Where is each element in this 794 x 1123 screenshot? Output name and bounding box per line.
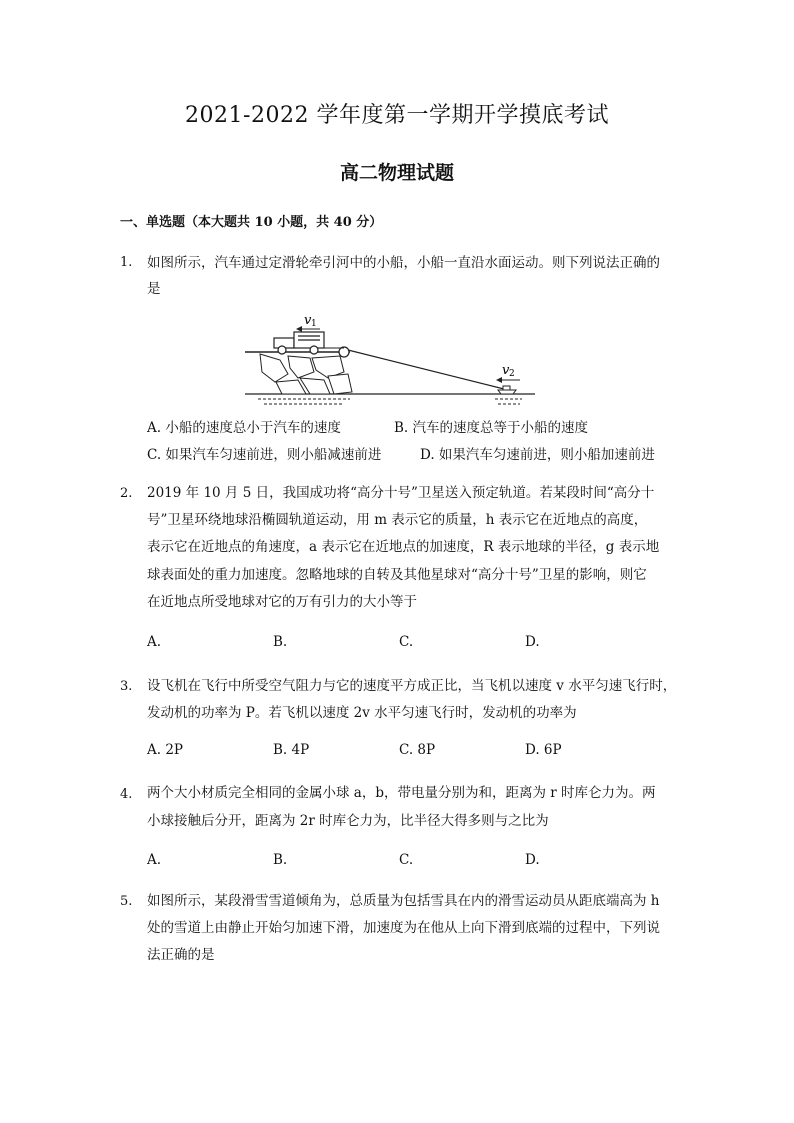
question-5-line-1: 如图所示，某段滑雪雪道倾角为，总质量为包括雪具在内的滑雪运动员从距底端高为 h: [147, 893, 660, 909]
question-3-line-1: 设飞机在飞行中所受空气阻力与它的速度平方成正比，当飞机以速度 v 水平匀速飞行时，: [147, 678, 677, 694]
question-1-number: 1.: [120, 255, 133, 270]
v2-subscript: 2: [509, 369, 515, 379]
question-3-option-c: C. 8P: [399, 742, 436, 758]
v1-label: v: [304, 313, 312, 328]
question-5-number: 5.: [120, 894, 133, 909]
question-3-option-d: D. 6P: [525, 742, 562, 758]
question-2-option-b: B.: [273, 634, 288, 650]
question-5-line-2: 处的雪道上由静止开始匀加速下滑，加速度为在他从上向下滑到底端的过程中，下列说: [147, 920, 660, 936]
question-3-line-2: 发动机的功率为 P。若飞机以速度 2v 水平匀速飞行时，发动机的功率为: [147, 705, 577, 721]
rope-to-boat: [348, 350, 508, 390]
exam-subtitle: 高二物理试题: [339, 162, 454, 184]
question-4-option-d: D.: [525, 852, 540, 868]
question-5-line-3: 法正确的是: [147, 947, 215, 963]
question-4-option-a: A.: [147, 852, 162, 868]
question-2-line-4: 球表面处的重力加速度。忽略地球的自转及其他星球对“高分十号”卫星的影响，则它: [147, 567, 647, 583]
v1-arrowhead: [296, 326, 302, 332]
cliff-rocks: [260, 354, 352, 394]
question-2-option-a: A.: [147, 634, 162, 650]
question-2-line-2: 号”卫星环绕地球沿椭圆轨道运动，用 m 表示它的质量，h 表示它在近地点的高度，: [147, 512, 648, 528]
question-3-number: 3.: [120, 679, 133, 694]
question-1-option-d: D. 如果汽车匀速前进，则小船加速前进: [420, 447, 655, 463]
question-1-option-c: C. 如果汽车匀速前进，则小船减速前进: [147, 447, 382, 463]
question-1-option-b: B. 汽车的速度总等于小船的速度: [394, 420, 589, 436]
question-4-option-c: C.: [399, 852, 414, 868]
question-1-line-2: 是: [147, 281, 161, 297]
water-dashes-right: [495, 399, 522, 404]
question-2-option-d: D.: [525, 634, 540, 650]
water-dashes-left: [258, 399, 350, 404]
question-1-figure: [240, 312, 540, 412]
question-2-line-3: 表示它在近地点的角速度，a 表示它在近地点的加速度，R 表示地球的半径，g 表示地: [147, 539, 660, 555]
question-2-option-c: C.: [399, 634, 414, 650]
question-4-option-b: B.: [273, 852, 288, 868]
question-2-line-5: 在近地点所受地球对它的万有引力的大小等于: [147, 594, 417, 610]
question-2-number: 2.: [120, 486, 133, 501]
question-4-line-1: 两个大小材质完全相同的金属小球 a，b，带电量分别为和，距离为 r 时库仑力为。两: [147, 785, 656, 801]
section-heading: 一、单选题（本大题共 10 小题，共 40 分）: [120, 215, 383, 230]
question-4-number: 4.: [120, 787, 133, 802]
truck-icon: [274, 332, 324, 354]
question-1-option-a: A. 小船的速度总小于汽车的速度: [147, 420, 341, 436]
question-3-option-a: A. 2P: [147, 742, 184, 758]
question-1-line-1: 如图所示，汽车通过定滑轮牵引河中的小船，小船一直沿水面运动。则下列说法正确的: [147, 255, 660, 271]
exam-title: 2021-2022 学年度第一学期开学摸底考试: [185, 103, 609, 128]
question-2-line-1: 2019 年 10 月 5 日，我国成功将“高分十号”卫星送入预定轨道。若某段时间“高分十: [147, 485, 655, 501]
question-3-option-b: B. 4P: [273, 742, 310, 758]
v2-label: v: [502, 363, 510, 378]
v1-subscript: 1: [311, 319, 317, 329]
boat-icon: [498, 386, 516, 394]
question-4-line-2: 小球接触后分开，距离为 2r 时库仑力为，比半径大得多则与之比为: [147, 813, 549, 829]
